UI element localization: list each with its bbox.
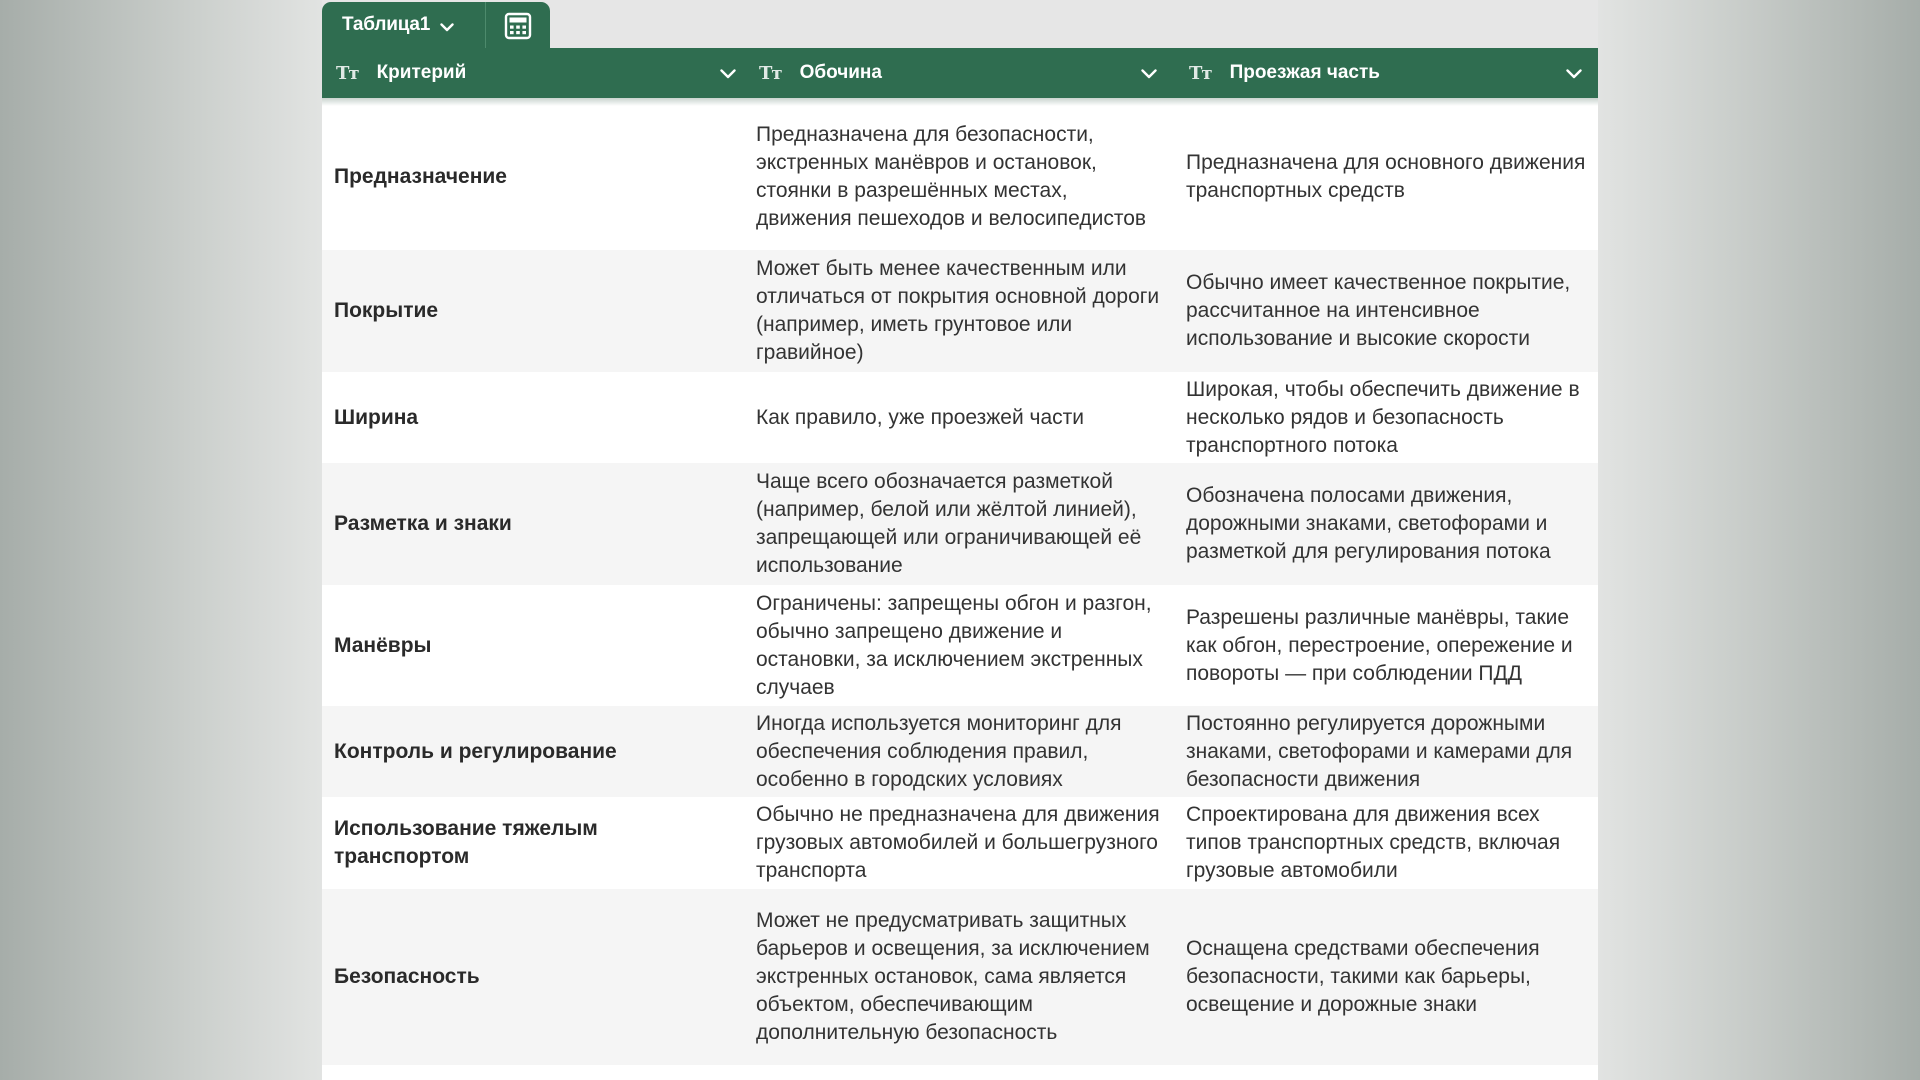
shoulder-cell[interactable]	[756, 104, 1168, 250]
cell-text: Покрытие	[334, 299, 439, 322]
cell-text: Предназначена для основного движения транспортных средств	[1186, 151, 1586, 202]
shoulder-cell[interactable]	[756, 372, 1168, 463]
tab-divider	[485, 2, 486, 48]
table-row[interactable]	[322, 889, 1598, 1065]
roadway-cell[interactable]	[1186, 104, 1591, 250]
cell-text: Использование тяжелым транспортом	[334, 817, 598, 868]
shoulder-cell[interactable]	[756, 585, 1168, 706]
table-row[interactable]	[322, 104, 1598, 250]
criterion-cell[interactable]	[334, 585, 734, 706]
column-header-criterion[interactable]	[336, 48, 756, 98]
cell-text: Спроектирована для движения всех типов транспортных средств, включая грузовые автомобили	[1186, 803, 1561, 882]
column-header-shoulder[interactable]	[759, 48, 1179, 98]
column-header-label: Обочина	[799, 62, 882, 83]
cell-text: Как правило, уже проезжей части	[756, 405, 1085, 429]
cell-text: Широкая, чтобы обеспечить движение в несколько рядов и безопасность транспортного потока	[1186, 377, 1580, 457]
roadway-cell[interactable]	[1186, 797, 1591, 889]
roadway-cell[interactable]	[1186, 250, 1591, 372]
table-row[interactable]	[322, 585, 1598, 706]
text-type-icon: Tт	[336, 62, 359, 84]
criterion-cell[interactable]	[334, 463, 734, 585]
criterion-cell[interactable]	[334, 104, 734, 250]
shoulder-cell[interactable]	[756, 706, 1168, 797]
table-row[interactable]	[322, 706, 1598, 797]
cell-text: Манёвры	[334, 633, 432, 657]
cell-text: Контроль и регулирование	[334, 739, 617, 763]
sheet-tab-label: Таблица1	[342, 14, 431, 35]
column-header-label: Проезжая часть	[1229, 62, 1380, 83]
table-row[interactable]	[322, 250, 1598, 372]
text-type-icon: Tт	[1189, 62, 1212, 84]
roadway-cell[interactable]	[1186, 706, 1591, 797]
table-header-row	[322, 48, 1598, 98]
cell-text: Чаще всего обозначается разметкой (например, белой или жёлтой линией), запрещающей или ограничивающей её использование	[756, 470, 1142, 577]
shoulder-cell[interactable]	[756, 250, 1168, 372]
cell-text: Постоянно регулируется дорожными знаками, светофорами и камерами для безопасности движения	[1186, 711, 1573, 791]
cell-text: Предназначение	[334, 165, 507, 188]
column-header-label: Критерий	[376, 62, 467, 83]
cell-text: Разрешены различные манёвры, такие как обгон, перестроение, опережение и повороты — при соблюдении ПДД	[1186, 605, 1573, 685]
criterion-cell[interactable]	[334, 797, 734, 889]
table-row[interactable]	[322, 797, 1598, 889]
cell-text: Может быть менее качественным или отличаться от покрытия основной дороги (например, иметь грунтовое или гравийное)	[756, 257, 1160, 364]
text-type-icon: Tт	[759, 62, 782, 84]
chevron-down-icon[interactable]	[440, 23, 454, 32]
shoulder-cell[interactable]	[756, 889, 1168, 1065]
calculator-icon[interactable]	[503, 11, 533, 41]
cell-text: Разметка и знаки	[334, 512, 512, 535]
cell-text: Безопасность	[334, 965, 480, 988]
shoulder-cell[interactable]	[756, 463, 1168, 585]
table-row[interactable]	[322, 463, 1598, 585]
cell-text: Может не предусматривать защитных барьеров и освещения, за исключением экстренных остановок, сама является объектом, обеспечивающим дополнительную безопасность	[756, 909, 1150, 1044]
roadway-cell[interactable]	[1186, 585, 1591, 706]
shoulder-cell[interactable]	[756, 797, 1168, 889]
roadway-cell[interactable]	[1186, 372, 1591, 463]
cell-text: Обозначена полосами движения, дорожными знаками, светофорами и разметкой для регулирования потока	[1186, 484, 1551, 563]
roadway-cell[interactable]	[1186, 463, 1591, 585]
cell-text: Обычно имеет качественное покрытие, рассчитанное на интенсивное использование и высокие скорости	[1186, 271, 1571, 350]
cell-text: Ограничены: запрещены обгон и разгон, обычно запрещено движение и остановки, за исключением экстренных случаев	[756, 591, 1152, 699]
cell-text: Ширина	[334, 405, 419, 429]
table-panel	[322, 0, 1598, 1080]
criterion-cell[interactable]	[334, 372, 734, 463]
cell-text: Иногда используется мониторинг для обеспечения соблюдения правил, особенно в городских условиях	[756, 711, 1122, 791]
table-row[interactable]	[322, 372, 1598, 463]
cell-text: Предназначена для безопасности, экстренных манёвров и остановок, стоянки в разрешённых местах, движения пешеходов и велосипедистов	[756, 123, 1147, 230]
criterion-cell[interactable]	[334, 250, 734, 372]
column-header-roadway[interactable]	[1189, 48, 1589, 98]
cell-text: Оснащена средствами обеспечения безопасности, такими как барьеры, освещение и дорожные знаки	[1186, 937, 1540, 1016]
chevron-down-icon[interactable]	[1566, 66, 1582, 84]
chevron-down-icon[interactable]	[720, 66, 736, 84]
criterion-cell[interactable]	[334, 706, 734, 797]
chevron-down-icon[interactable]	[1141, 66, 1157, 84]
sheet-tab-bar	[322, 0, 1598, 48]
table-body	[322, 104, 1598, 1065]
cell-text: Обычно не предназначена для движения грузовых автомобилей и большегрузного транспорта	[756, 803, 1160, 882]
criterion-cell[interactable]	[334, 889, 734, 1065]
roadway-cell[interactable]	[1186, 889, 1591, 1065]
